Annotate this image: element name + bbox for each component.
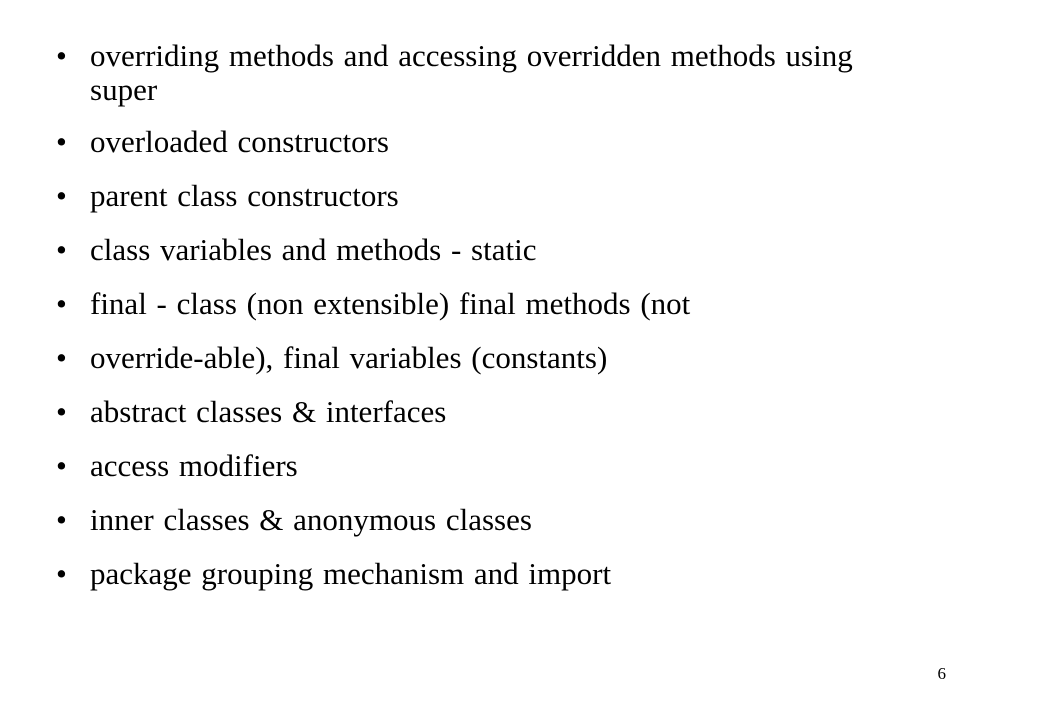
bullet-dot: • <box>56 286 67 321</box>
bullet-dot: • <box>56 394 67 429</box>
bullet-dot: • <box>56 556 67 591</box>
bullet-item <box>56 557 976 591</box>
bullet-dot: • <box>56 502 67 537</box>
page-number: 6 <box>937 664 946 683</box>
bullet-item <box>56 233 976 267</box>
bullet-text: abstract classes & interfaces <box>90 394 447 429</box>
bullet-item <box>56 125 976 159</box>
bullet-text: access modifiers <box>90 448 298 483</box>
bullet-dot: • <box>56 448 67 483</box>
bullet-item <box>56 449 976 483</box>
bullet-text: inner classes & anonymous classes <box>90 502 532 537</box>
bullet-dot: • <box>56 124 67 159</box>
bullet-text: override-able), final variables (constants) <box>90 340 608 375</box>
bullet-dot: • <box>56 38 67 73</box>
bullet-item <box>56 39 976 107</box>
bullet-list <box>56 39 976 611</box>
bullet-dot: • <box>56 340 67 375</box>
bullet-text: class variables and methods - static <box>90 232 537 267</box>
bullet-item <box>56 287 976 321</box>
bullet-text: package grouping mechanism and import <box>90 556 612 591</box>
bullet-text: final - class (non extensible) final methods (not <box>90 286 691 321</box>
bullet-text: parent class constructors <box>90 178 399 213</box>
bullet-text: overloaded constructors <box>90 124 389 159</box>
bullet-dot: • <box>56 178 67 213</box>
bullet-item <box>56 395 976 429</box>
bullet-text: overriding methods and accessing overridden methods using super <box>90 38 853 107</box>
bullet-item <box>56 503 976 537</box>
bullet-dot: • <box>56 232 67 267</box>
bullet-item <box>56 341 976 375</box>
bullet-item <box>56 179 976 213</box>
